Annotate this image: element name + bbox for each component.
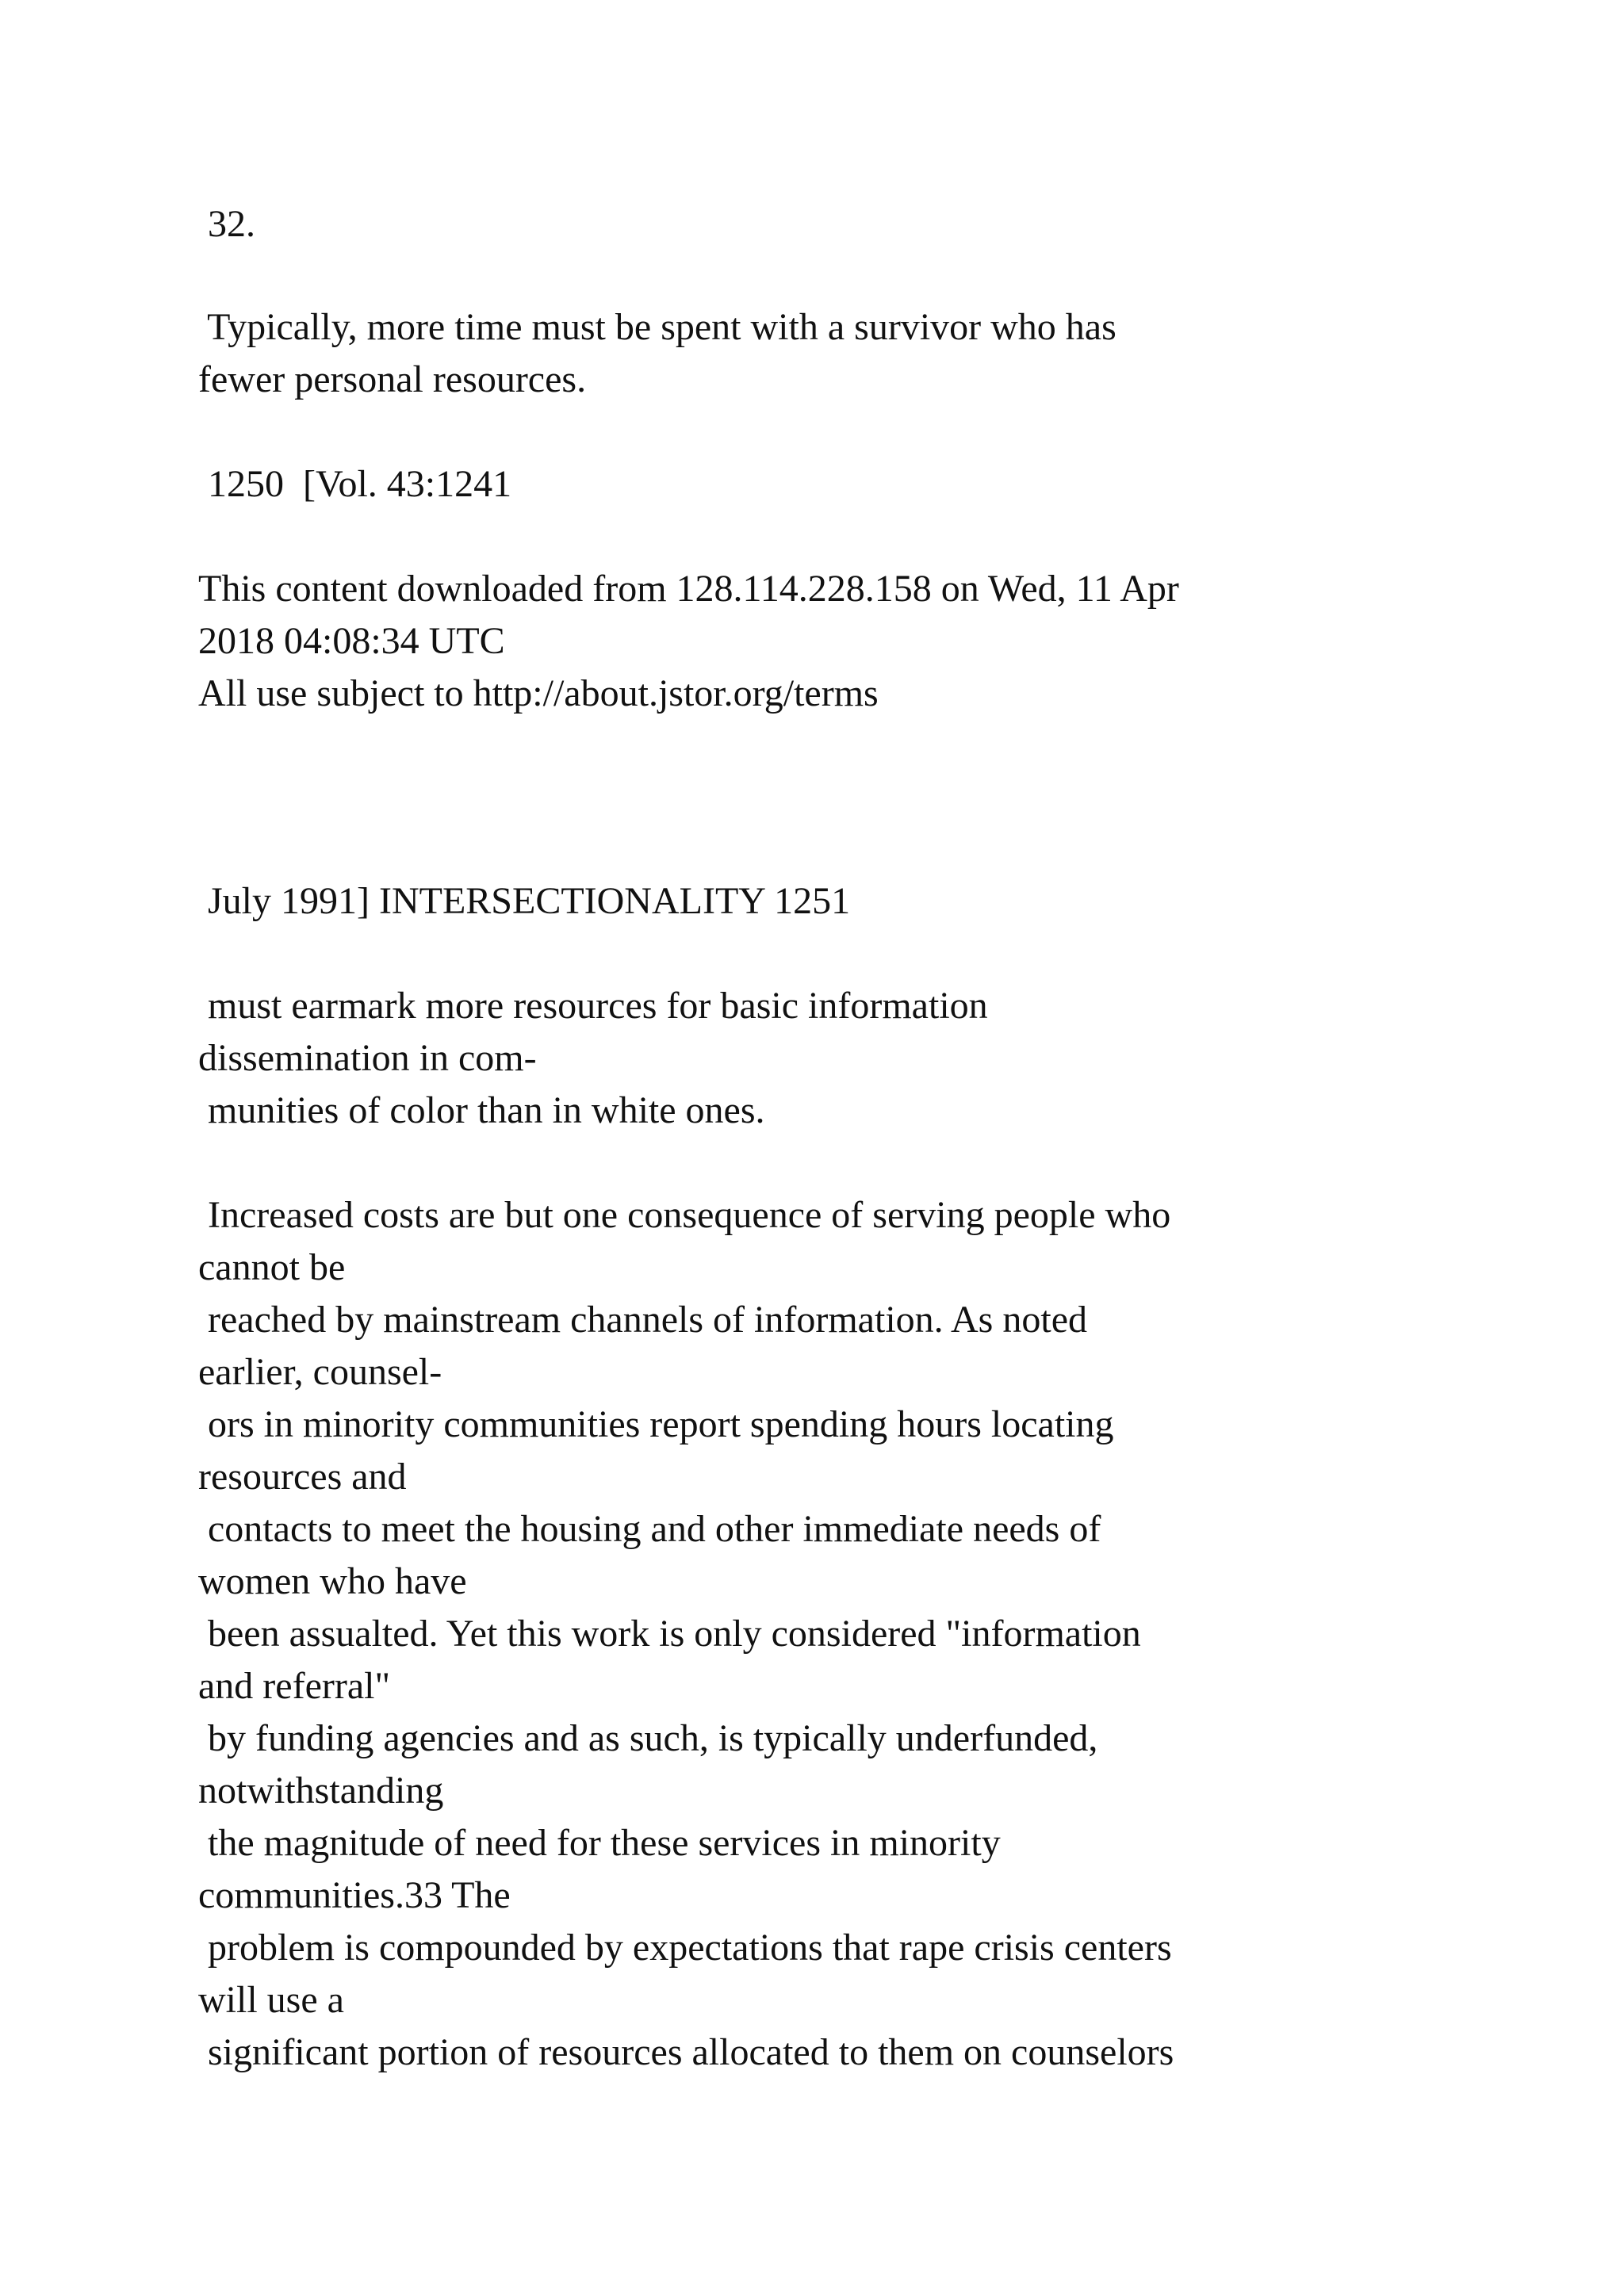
paragraph-line: by funding agencies and as such, is typically underfunded,: [198, 1717, 1098, 1759]
paragraph-line: munities of color than in white ones.: [198, 1089, 765, 1131]
jstor-notice-line: All use subject to http://about.jstor.org/terms: [198, 672, 879, 714]
footnote-text-block: [198, 301, 1507, 406]
paragraph-line: communities.33 The: [198, 1874, 511, 1916]
running-header-block: [198, 875, 1507, 928]
paragraph-2: [198, 1189, 1507, 2079]
paragraph-line: reached by mainstream channels of information. As noted: [198, 1299, 1087, 1341]
paragraph-line: women who have: [198, 1560, 467, 1602]
running-header: July 1991] INTERSECTIONALITY 1251: [198, 880, 851, 922]
footnote-number-block: [198, 198, 1507, 251]
paragraph-line: been assualted. Yet this work is only considered "information: [198, 1613, 1141, 1655]
footnote-line: fewer personal resources.: [198, 358, 587, 400]
paragraph-line: must earmark more resources for basic information: [198, 985, 988, 1027]
paragraph-line: problem is compounded by expectations that rape crisis centers: [198, 1927, 1172, 1969]
jstor-notice: [198, 563, 1507, 720]
paragraph-line: earlier, counsel-: [198, 1351, 442, 1393]
paragraph-line: resources and: [198, 1456, 407, 1498]
previous-page-footer: 1250 [Vol. 43:1241: [198, 463, 512, 505]
footnote-number: 32.: [198, 203, 255, 245]
jstor-notice-line: This content downloaded from 128.114.228.158 on Wed, 11 Apr: [198, 568, 1179, 610]
paragraph-line: dissemination in com-: [198, 1037, 537, 1079]
paragraph-line: notwithstanding: [198, 1770, 444, 1812]
jstor-notice-line: 2018 04:08:34 UTC: [198, 620, 505, 662]
paragraph-line: will use a: [198, 1979, 344, 2021]
previous-page-footer-block: [198, 458, 1507, 511]
paragraph-line: cannot be: [198, 1246, 346, 1288]
paragraph-line: significant portion of resources allocated to them on counselors: [198, 2031, 1174, 2073]
paragraph-line: contacts to meet the housing and other immediate needs of: [198, 1508, 1101, 1550]
paragraph-line: the magnitude of need for these services in minority: [198, 1822, 1001, 1864]
paragraph-1: [198, 980, 1507, 1137]
paragraph-line: ors in minority communities report spending hours locating: [198, 1403, 1114, 1445]
paragraph-line: and referral": [198, 1665, 391, 1707]
paragraph-line: Increased costs are but one consequence of serving people who: [198, 1194, 1171, 1236]
footnote-line: Typically, more time must be spent with a survivor who has: [198, 306, 1116, 348]
